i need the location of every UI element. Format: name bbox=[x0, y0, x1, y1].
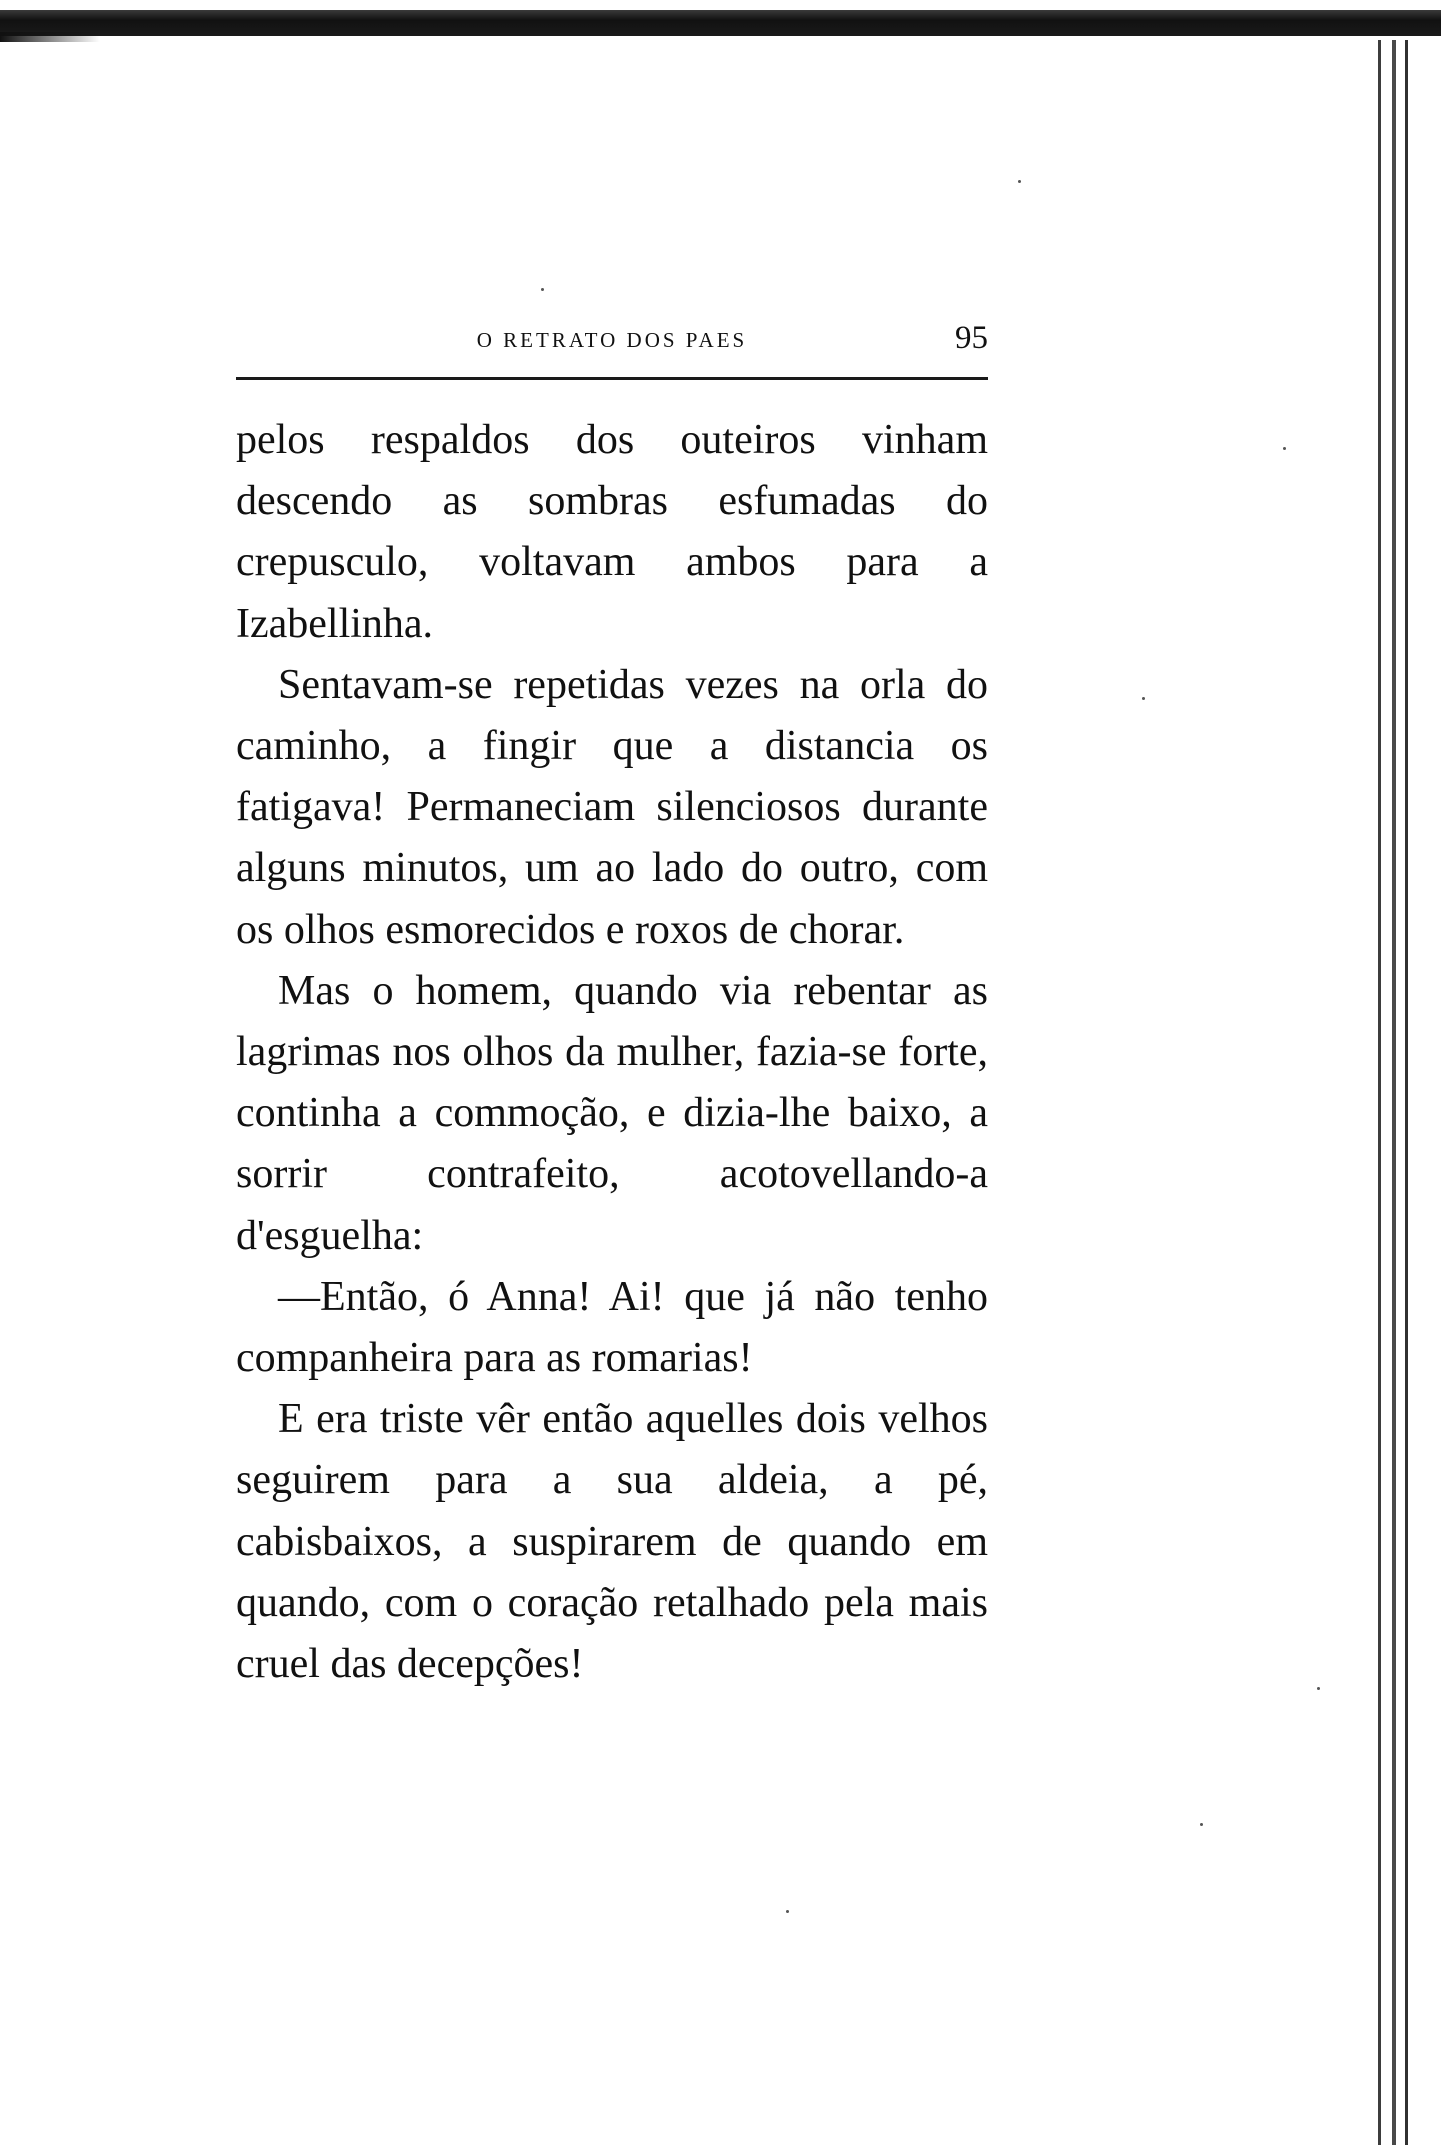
paragraph: Mas o homem, quando via rebentar as lagrimas nos olhos da mulher, fazia-se forte, continha a commoção, e dizia-lhe baixo, a sorrir contrafeito, acotovellando-a d'esguelha: bbox=[236, 967, 988, 1259]
page-number: 95 bbox=[955, 320, 988, 356]
paragraph: —Então, ó Anna! Ai! que já não tenho companheira para as romarias! bbox=[236, 1273, 988, 1382]
print-speck bbox=[541, 288, 544, 291]
header-rule bbox=[236, 377, 988, 380]
paragraph: Sentavam-se repetidas vezes na orla do caminho, a fingir que a distancia os fatigava! Permaneciam silenciosos durante alguns minutos, um ao lado do outro, com os olhos esmorecidos e roxos de chorar. bbox=[236, 661, 988, 953]
print-speck bbox=[786, 1910, 789, 1913]
binding-edge-line bbox=[1378, 40, 1381, 2145]
body-text bbox=[236, 410, 988, 1695]
print-speck bbox=[1317, 1687, 1320, 1690]
paragraph: pelos respaldos dos outeiros vinham descendo as sombras esfumadas do crepusculo, voltavam ambos para a Izabellinha. bbox=[236, 417, 988, 647]
print-speck bbox=[1283, 447, 1286, 450]
page-top-shadow bbox=[0, 10, 1441, 36]
running-header bbox=[236, 320, 988, 370]
print-speck bbox=[1200, 1823, 1203, 1826]
paragraph: E era triste vêr então aquelles dois velhos seguirem para a sua aldeia, a pé, cabisbaixos, a suspirarem de quando em quando, com o coração retalhado pela mais cruel das decepções! bbox=[236, 1396, 988, 1688]
binding-edge-line bbox=[1405, 40, 1408, 2145]
binding-edge-line bbox=[1392, 40, 1396, 2145]
running-title: O RETRATO DOS PAES bbox=[476, 328, 748, 352]
print-speck bbox=[1018, 180, 1021, 183]
print-speck bbox=[1142, 697, 1145, 700]
